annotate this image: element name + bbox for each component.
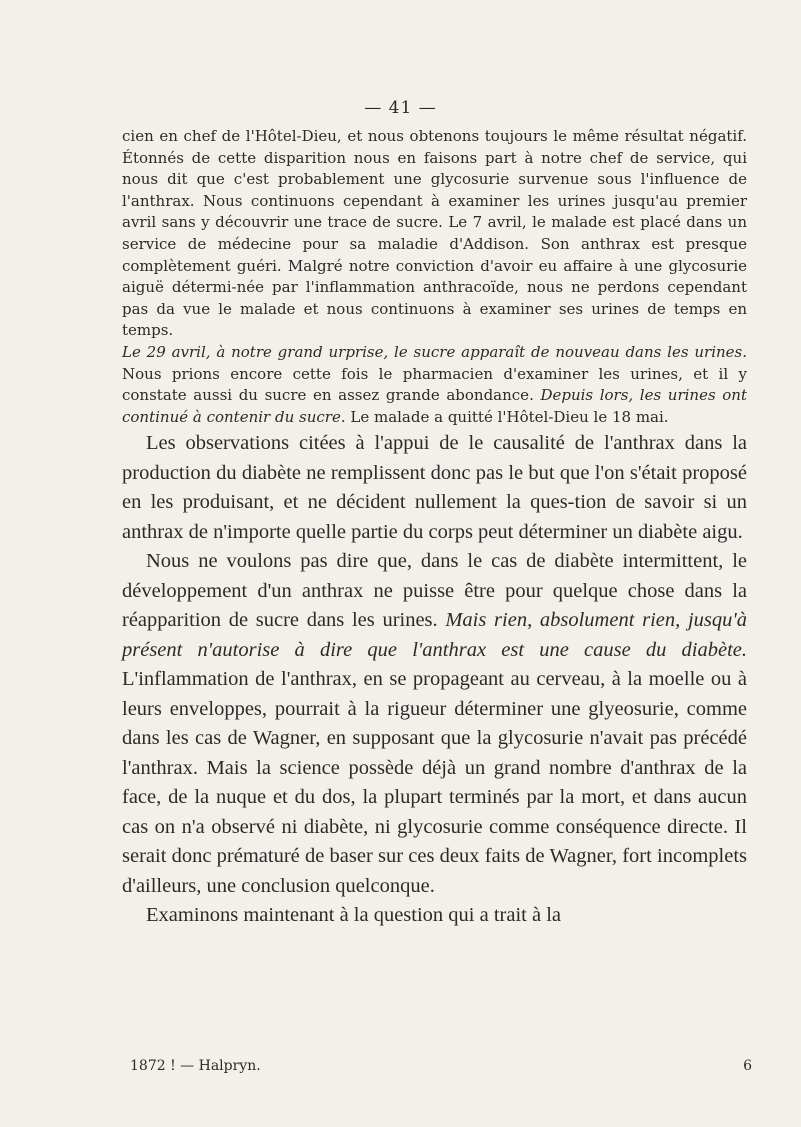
page-footer xyxy=(130,1058,752,1074)
case-note-text-2: Le malade a quitté l'Hôtel-Dieu le 18 mai. xyxy=(345,407,669,426)
main-paragraph-2-text-a: Nous ne voulons pas dire que, dans le cas de diabète intermittent, le développement d'un anthrax ne puisse être pour quelque chose dans la réapparition de sucre dans les urines. xyxy=(122,550,747,631)
page-number: — 41 — xyxy=(364,98,437,118)
case-note-paragraph-2 xyxy=(122,342,747,428)
case-note-italic-2: Depuis lors, les urines ont continué à contenir du sucre. xyxy=(122,386,747,426)
main-paragraph-2-text-b: L'inflammation de l'anthrax, en se propageant au cerveau, à la moelle ou à leurs enveloppes, pourrait à la rigueur déterminer une glyeosurie, comme dans les cas de Wagner, en supposant que la glycosurie n'avait pas précédé l'anthrax. Mais la science possède déjà un grand nombre d'anthrax de la face, de la nuque et du dos, la plupart terminés par la mort, et dans aucun cas on n'a observé ni diabète, ni glycosurie comme conséquence directe. Il serait donc prématuré de baser sur ces deux faits de Wagner, fort incomplets d'ailleurs, une conclusion quelconque. xyxy=(122,668,747,897)
main-paragraph-1: Les observations citées à l'appui de le causalité de l'anthrax dans la production du diabète ne remplissent donc pas le but que l'on s'était proposé en les produisant, et ne décident nullement la ques-tion de savoir si un anthrax de n'importe quelle partie du corps peut déterminer un diabète aigu. xyxy=(122,432,747,543)
case-note-italic-1: Le 29 avril, à notre grand urprise, le sucre apparaît de nouveau dans les urines. xyxy=(122,342,747,361)
footer-signature: 1872 ! — Halpryn. xyxy=(130,1058,261,1074)
main-paragraph-2-italic: Mais rien, absolument rien, jusqu'à présent n'autorise à dire que l'anthrax est une cause du diabète. xyxy=(122,609,747,661)
case-note-paragraph-1: cien en chef de l'Hôtel-Dieu, et nous obtenons toujours le même résultat négatif. Étonnés de cette disparition nous en faisons part à notre chef de service, qui nous dit que c'est probablement une glycosurie survenue sous l'influence de l'anthrax. Nous continuons cependant à examiner les urines jusqu'au premier avril sans y découvrir une trace de sucre. Le 7 avril, le malade est placé dans un service de médecine pour sa maladie d'Addison. Son anthrax est presque complètement guéri. Malgré notre conviction d'avoir eu affaire à une glycosurie aiguë détermi-née par l'inflammation anthracoïde, nous ne perdons cependant pas da vue le malade et nous continuons à examiner ses urines de temps en temps. xyxy=(122,127,747,340)
footer-sheet-number: 6 xyxy=(743,1058,752,1074)
main-paragraph-3: Examinons maintenant à la question qui a trait à la xyxy=(146,904,562,926)
main-paragraph-2 xyxy=(122,547,747,901)
main-text-block xyxy=(122,429,747,931)
case-note-block xyxy=(122,126,747,428)
case-note-text-1: Nous prions encore cette fois le pharmacien d'examiner les urines, et il y constate aussi du sucre en assez grande abondance. xyxy=(122,364,747,405)
